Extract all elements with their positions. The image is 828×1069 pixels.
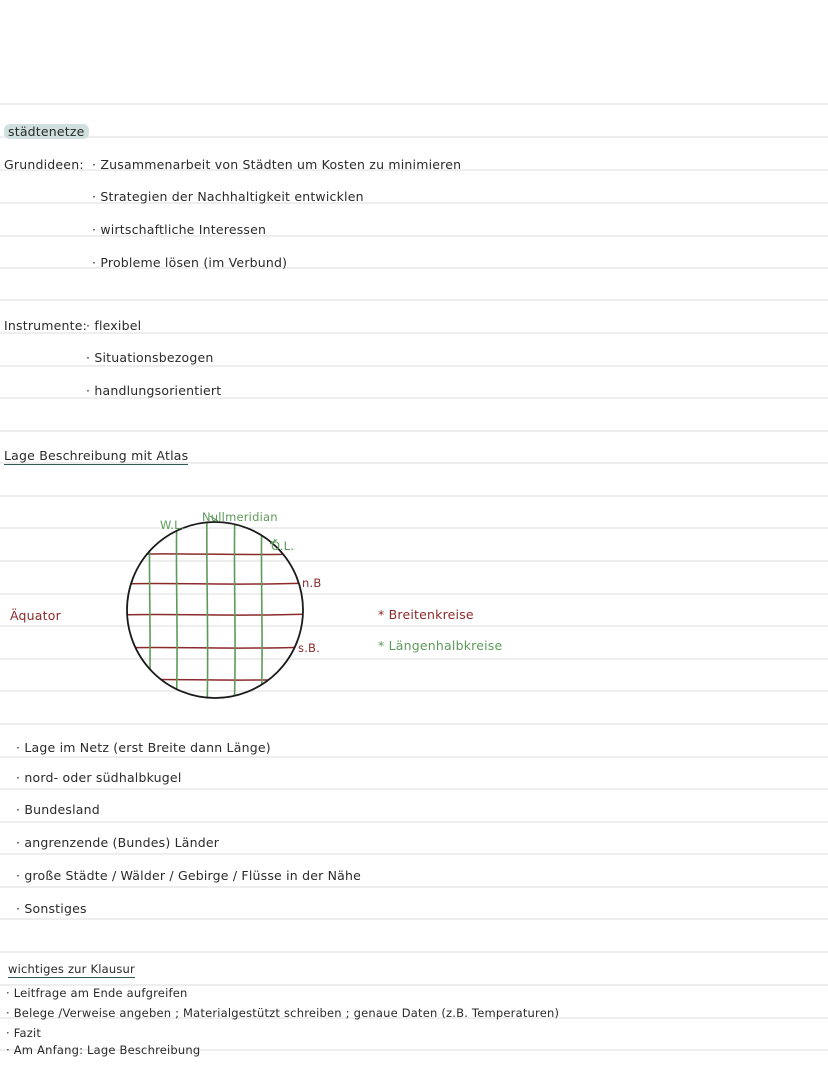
instrumente-item-1: · flexibel <box>86 318 142 333</box>
instrumente-item-2: · Situationsbezogen <box>86 350 214 365</box>
grundideen-item-2: · Strategien der Nachhaltigkeit entwicklen <box>92 189 364 204</box>
lage-bullet-5: · große Städte / Wälder / Gebirge / Flüsse in der Nähe <box>16 868 362 883</box>
lage-bullet-3: · Bundesland <box>16 802 100 817</box>
label-aequator: Äquator <box>10 608 61 623</box>
star-icon: * <box>378 607 385 622</box>
instrumente-label: Instrumente: <box>4 318 88 333</box>
label-nullmeridian: Nullmeridian <box>202 510 278 524</box>
lage-bullet-1: · Lage im Netz (erst Breite dann Länge) <box>16 740 271 755</box>
lage-bullet-2: · nord- oder südhalbkugel <box>16 770 182 785</box>
label-ol: Ö.L. <box>271 539 295 553</box>
label-nb: n.B <box>302 576 322 590</box>
klausur-bullet-4: · Am Anfang: Lage Beschreibung <box>6 1043 201 1057</box>
star-icon: * <box>378 638 385 653</box>
section-title-staedtenetze: städtenetze <box>4 124 89 139</box>
grundideen-item-4: · Probleme lösen (im Verbund) <box>92 255 288 270</box>
grundideen-item-1: · Zusammenarbeit von Städten um Kosten zu minimieren <box>92 157 462 172</box>
klausur-bullet-2: · Belege /Verweise angeben ; Materialgestützt schreiben ; genaue Daten (z.B. Temperaturen) <box>6 1006 560 1020</box>
lage-bullet-6: · Sonstiges <box>16 901 87 916</box>
grundideen-item-3: · wirtschaftliche Interessen <box>92 222 267 237</box>
section-title-klausur: wichtiges zur Klausur <box>8 962 135 976</box>
label-wl: W.L. <box>160 518 185 532</box>
section-title-lage: Lage Beschreibung mit Atlas <box>4 448 189 463</box>
lage-bullet-4: · angrenzende (Bundes) Länder <box>16 835 220 850</box>
instrumente-item-3: · handlungsorientiert <box>86 383 222 398</box>
legend-breitenkreise: * Breitenkreise <box>378 607 474 622</box>
grundideen-label: Grundideen: <box>4 157 84 172</box>
klausur-bullet-3: · Fazit <box>6 1026 42 1040</box>
klausur-bullet-1: · Leitfrage am Ende aufgreifen <box>6 986 188 1000</box>
label-sb: s.B. <box>298 641 320 655</box>
latitude-lines <box>120 554 310 680</box>
legend-laengenhalbkreise: * Längenhalbkreise <box>378 638 503 653</box>
